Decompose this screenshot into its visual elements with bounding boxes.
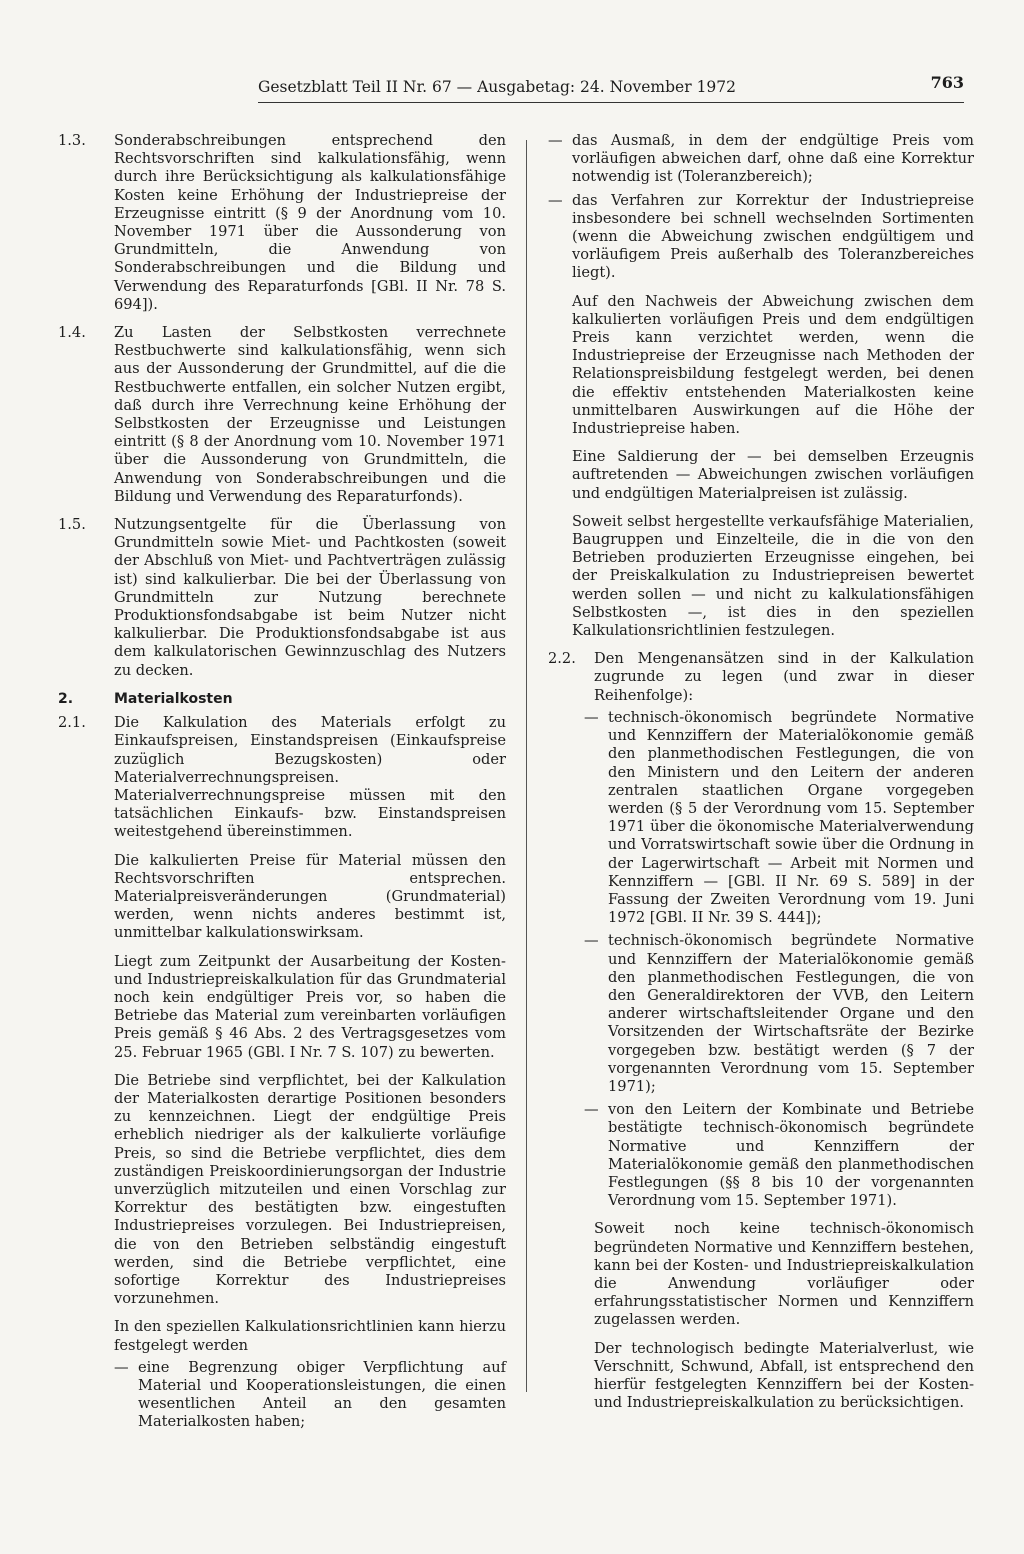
item-text: Zu Lasten der Selbstkosten verrechnete Restbuchwerte sind kalkulationsfähig, wenn sich aus der Aussonderung der Grundmittel, auf die die Restbuchwerte entfallen, ein solcher Nutzen ergibt, daß durch ihre Verrechnung keine Erhöhung der Selbstkosten der Erzeugnisse und Leistungen eintritt (§ 8 der Anordnung vom 10. November 1971 über die Aussonderung von Grundmitteln, die Anwendung von Sonderabschreibungen und die Bildung und Verwendung des Reparaturfonds). — [114, 324, 506, 505]
page-header — [258, 73, 964, 103]
list-item-text: technisch-ökonomisch begründete Normative und Kennziffern der Materialökonomie gemäß den planmethodischen Festlegungen, die von den Ministern und den Leitern der anderen zentralen staatlichen Organe vorgegeben werden (§ 5 der Verordnung vom 15. September 1971 über die ökonomische Materialverwendung und Vorratswirtschaft sowie über die Ordnung in der Lagerwirtschaft — Arbeit mit Normen und Kennziffern — [GBl. II Nr. 69 S. 589] in der Fassung der Zweiten Verordnung vom 19. Juni 1972 [GBl. II Nr. 39 S. 444]); — [608, 708, 974, 927]
header-title: Gesetzblatt Teil II Nr. 67 — Ausgabetag: 24. November 1972 — [258, 78, 737, 96]
page-number: 763 — [930, 73, 964, 92]
item-2-2 — [548, 650, 974, 705]
paragraph: Liegt zum Zeitpunkt der Ausarbeitung der Kosten- und Industriepreiskalkulation für das Grundmaterial noch kein endgültiger Preis vor, so haben die Betriebe das Material zum vereinbarten vorläufigen Preis gemäß § 46 Abs. 2 des Vertragsgesetzes vom 25. Februar 1965 (GBl. I Nr. 7 S. 107) zu bewerten. — [114, 952, 506, 1061]
item-text: Die Kalkulation des Materials erfolgt zu Einkaufspreisen, Einstandspreisen (Einkaufspreise zuzüglich Bezugskosten) oder Materialverrechnungspreisen. Materialverrechnungspreise müssen mit den tatsächlichen Einkaufs- bzw. Einstandspreisen weitestgehend übereinstimmen. — [114, 714, 506, 841]
item-1-5 — [58, 516, 506, 680]
paragraph: Soweit noch keine technisch-ökonomisch begründeten Normative und Kennziffern bestehen, kann bei der Kosten- und Industriepreiskalkulation die Anwendung vorläufiger oder erfahrungsstatistischer Normen und Kennziffern zugelassen werden. — [594, 1220, 974, 1329]
dash-bullet: — — [584, 708, 599, 726]
dash-list — [114, 1359, 506, 1432]
left-column — [58, 132, 506, 1442]
item-number: 1.4. — [58, 324, 86, 342]
column-divider — [526, 140, 527, 1392]
section-number: 2. — [58, 690, 74, 707]
paragraph: Der technologisch bedingte Materialverlust, wie Verschnitt, Schwund, Abfall, ist entsprechend den hierfür festgelegten Kennziffern bei der Kosten- und Industriepreiskalkulation zu berücksichtigen. — [594, 1339, 974, 1412]
dash-bullet: — — [584, 1101, 599, 1119]
item-number: 2.2. — [548, 650, 576, 668]
dash-bullet: — — [584, 932, 599, 950]
paragraph: Die Betriebe sind verpflichtet, bei der Kalkulation der Materialkosten derartige Positionen besonders zu kennzeichnen. Liegt der endgültige Preis erheblich niedriger als der kalkulierte vorläufige Preis, so sind die Betriebe verpflichtet, dies dem zuständigen Preiskoordinierungsorgan der Industrie unverzüglich mitzuteilen und einen Vorschlag zur Korrektur des bestätigten bzw. eingestuften Industriepreises vorzulegen. Bei Industriepreisen, die von den Betrieben selbständig eingestuft werden, sind die Betriebe verpflichtet, eine sofortige Korrektur des Industriepreises vorzunehmen. — [114, 1071, 506, 1308]
item-number: 2.1. — [58, 714, 86, 732]
item-1-3 — [58, 132, 506, 314]
dash-bullet: — — [548, 132, 563, 149]
item-text: Den Mengenansätzen sind in der Kalkulation zugrunde zu legen (und zwar in dieser Reihenfolge): — [594, 650, 974, 704]
item-2-1 — [58, 714, 506, 841]
section-heading-materialkosten — [58, 690, 506, 708]
list-item-text: das Ausmaß, in dem der endgültige Preis vom vorläufigen abweichen darf, ohne daß eine Korrektur notwendig ist (Toleranzbereich); — [572, 132, 974, 186]
item-number: 1.5. — [58, 516, 86, 534]
dash-bullet: — — [114, 1358, 129, 1376]
dash-list — [584, 709, 974, 1210]
list-item-text: das Verfahren zur Korrektur der Industriepreise insbesondere bei schnell wechselnden Sortimenten (wenn die Abweichung zwischen endgültigem und vorläufigem Preis außerhalb des Toleranzbereiches liegt). — [572, 191, 974, 282]
list-item — [584, 709, 974, 927]
dash-list — [548, 132, 974, 283]
right-column — [548, 132, 974, 1422]
item-number: 1.3. — [58, 132, 86, 149]
list-item — [114, 1359, 506, 1432]
item-text: Nutzungsentgelte für die Überlassung von Grundmitteln sowie Miet- und Pachtkosten (soweit der Abschluß von Miet- und Pachtverträgen zulässig ist) sind kalkulierbar. Die bei der Überlassung von Grundmitteln zur Nutzung berechnete Produktionsfondsabgabe ist beim Nutzer nicht kalkulierbar. Die Produktionsfondsabgabe ist aus dem kalkulatorischen Gewinnzuschlag des Nutzers zu decken. — [114, 516, 506, 679]
list-item — [548, 192, 974, 283]
paragraph: Eine Saldierung der — bei demselben Erzeugnis auftretenden — Abweichungen zwischen vorläufigen und endgültigen Materialpreisen ist zulässig. — [572, 448, 974, 502]
list-item-text: von den Leitern der Kombinate und Betriebe bestätigte technisch-ökonomisch begründete Normative und Kennziffern der Materialökonomie gemäß den planmethodischen Festlegungen (§§ 8 bis 10 der vorgenannten Verordnung vom 15. September 1971). — [608, 1101, 974, 1210]
section-title: Materialkosten — [114, 690, 233, 707]
list-item-text: eine Begrenzung obiger Verpflichtung auf Material und Kooperationsleistungen, die einen wesentlichen Anteil an den gesamten Materialkosten haben; — [138, 1358, 506, 1431]
list-item — [584, 1101, 974, 1210]
list-item-text: technisch-ökonomisch begründete Normative und Kennziffern der Materialökonomie gemäß den planmethodischen Festlegungen, die von den Generaldirektoren der VVB, den Leitern anderer wirtschaftsleitender Organe und den Vorsitzenden der Wirtschaftsräte der Bezirke vorgegeben bzw. bestätigt werden (§ 7 der vorgenannten Verordnung vom 15. September 1971); — [608, 932, 974, 1095]
paragraph: Soweit selbst hergestellte verkaufsfähige Materialien, Baugruppen und Einzelteile, die in die von den Betrieben produzierten Erzeugnisse eingehen, bei der Preiskalkulation zu Industriepreisen bewertet werden sollen — und nicht zu kalkulationsfähigen Selbstkosten —, ist dies in den speziellen Kalkulationsrichtlinien festzulegen. — [572, 512, 974, 640]
item-text: Sonderabschreibungen entsprechend den Rechtsvorschriften sind kalkulationsfähig, wenn durch ihre Berücksichtigung als kalkulationsfähige Kosten keine Erhöhung der Industriepreise der Erzeugnisse eintritt (§ 9 der Anordnung vom 10. November 1971 über die Aussonderung von Grundmitteln, die Anwendung von Sonderabschreibungen und die Bildung und Verwendung des Reparaturfonds [GBl. II Nr. 78 S. 694]). — [114, 132, 506, 313]
item-1-4 — [58, 324, 506, 506]
dash-bullet: — — [548, 191, 563, 209]
paragraph: Auf den Nachweis der Abweichung zwischen dem kalkulierten vorläufigen Preis und dem endgültigen Preis kann verzichtet werden, wenn die Industriepreise der Erzeugnisse nach Methoden der Relationspreisbildung festgelegt werden, bei denen die effektiv entstehenden Materialkosten keine unmittelbaren Auswirkungen auf die Höhe der Industriepreise haben. — [572, 292, 974, 438]
list-item — [584, 932, 974, 1096]
paragraph: Die kalkulierten Preise für Material müssen den Rechtsvorschriften entsprechen. Materialpreisveränderungen (Grundmaterial) werden, wenn nichts anderes bestimmt ist, unmittelbar kalkulationswirksam. — [114, 851, 506, 942]
paragraph: In den speziellen Kalkulationsrichtlinien kann hierzu festgelegt werden — [114, 1318, 506, 1354]
list-item — [548, 132, 974, 187]
